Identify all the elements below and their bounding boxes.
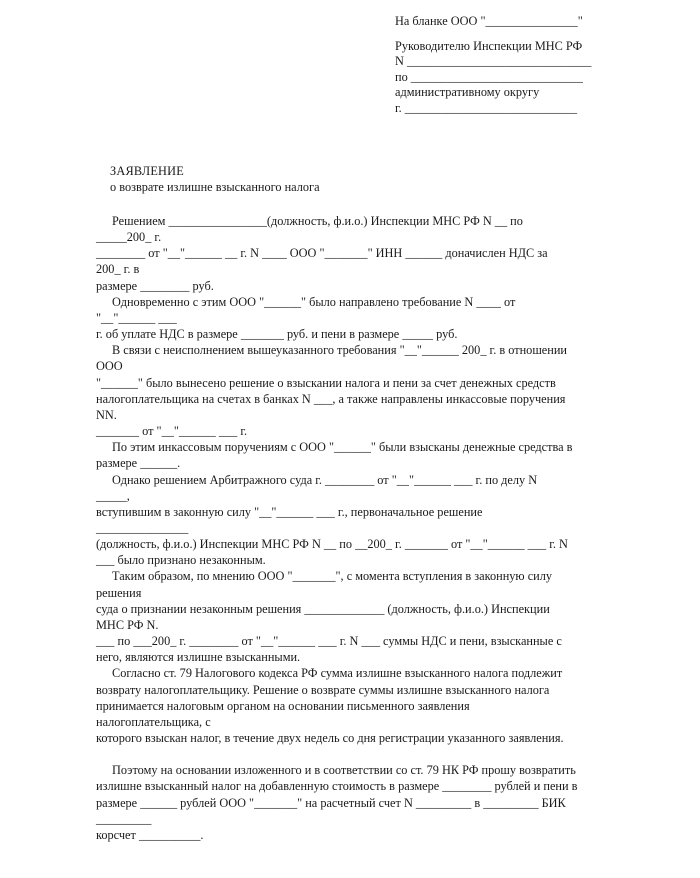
body-line: суда о признании незаконным решения _____________ (должность, ф.и.о.) Инспекции — [96, 601, 550, 616]
body-line: г. об уплате НДС в размере _______ руб. и пени в размере _____ руб. — [96, 327, 458, 342]
body-line: возврату налогоплательщику. Решение о возврате суммы излишне взысканного налога — [96, 682, 550, 697]
body-line: _________ — [96, 811, 152, 826]
body-line: Таким образом, по мнению ООО "_______", с момента вступления в законную силу — [112, 569, 553, 584]
addressee-authority-line: Руководителю Инспекции МНС РФ — [395, 38, 583, 53]
body-line: него, являются излишне взысканными. — [96, 650, 301, 665]
paragraph-spacer — [96, 746, 636, 762]
body-line: Решением ________________(должность, ф.и.о.) Инспекции МНС РФ N __ по — [112, 214, 523, 228]
body-line: ООО — [96, 359, 123, 374]
body-line: размере ________ руб. — [96, 278, 214, 293]
body-line: которого взыскан налог, в течение двух недель со дня регистрации указанного заявления. — [96, 731, 564, 745]
body-line: МНС РФ N. — [96, 617, 159, 632]
body-line: _______ от "__"______ ___ г. — [96, 424, 248, 439]
body-line: решения — [96, 585, 142, 600]
body-line: (должность, ф.и.о.) Инспекции МНС РФ N __ по __200_ г. _______ от "__"______ ___ г. N — [96, 537, 568, 552]
body-line: Согласно ст. 79 Налогового кодекса РФ сумма излишне взысканного налога подлежит — [112, 666, 563, 681]
addressee-number-line: N ______________________________ — [395, 54, 592, 69]
body-line: корсчет __________. — [96, 827, 204, 842]
body-line: Одновременно с этим ООО "______" было направлено требование N ____ от — [112, 294, 516, 309]
body-line: ___ по ___200_ г. ________ от "__"______ ___ г. N ___ суммы НДС и пени, взысканные с — [96, 634, 562, 649]
body-line: _____, — [96, 488, 130, 503]
body-line: _____200_ г. — [96, 230, 162, 245]
body-line: "__"______ ___ — [96, 310, 177, 325]
body-line: принимается налоговым органом на основании письменного заявления — [96, 698, 470, 713]
body-line: налогоплательщика, с — [96, 714, 211, 729]
page-subtitle: о возврате излишне взысканного налога — [110, 180, 320, 195]
page-title: ЗАЯВЛЕНИЕ — [110, 164, 184, 178]
body-line: вступившим в законную силу "__"______ ___ г., первоначальное решение — [96, 504, 483, 519]
letterhead-addressee-block — [395, 14, 695, 117]
body-line: размере ______ рублей ООО "_______" на расчетный счет N _________ в _________ БИК — [96, 795, 566, 810]
body-line: налогоплательщика на счетах в банках N ___, а также направлены инкассовые поручения — [96, 391, 566, 406]
body-line: ___ было признано незаконным. — [96, 553, 266, 568]
body-line: Однако решением Арбитражного суда г. ________ от "__"______ ___ г. по делу N — [112, 472, 538, 487]
document-body — [96, 213, 636, 843]
body-line: 200_ г. в — [96, 262, 140, 277]
body-line: _______________ — [96, 520, 189, 535]
body-line: излишне взысканный налог на добавленную стоимость в размере ________ рублей и пени в — [96, 779, 578, 794]
document-title-block — [110, 163, 320, 195]
addressee-district-prefix-line: по ____________________________ — [395, 69, 583, 84]
letterhead-spacer — [395, 30, 695, 39]
body-line: Поэтому на основании изложенного и в соответствии со ст. 79 НК РФ прошу возвратить — [112, 763, 576, 778]
body-line: размере ______. — [96, 456, 181, 471]
addressee-district-label: административному округу — [395, 85, 540, 100]
body-line: "______" было вынесено решение о взыскании налога и пени за счет денежных средств — [96, 375, 556, 390]
addressee-city-line: г. ____________________________ — [395, 100, 577, 115]
letterhead-company-line: На бланке ООО "_______________" — [395, 14, 583, 28]
body-line: По этим инкассовым поручениям с ООО "______" были взысканы денежные средства в — [112, 440, 573, 455]
body-line: NN. — [96, 407, 117, 422]
body-line: В связи с неисполнением вышеуказанного требования "__"______ 200_ г. в отношении — [112, 343, 567, 358]
body-line: ________ от "__"______ __ г. N ____ ООО "_______" ИНН ______ доначислен НДС за — [96, 246, 548, 261]
